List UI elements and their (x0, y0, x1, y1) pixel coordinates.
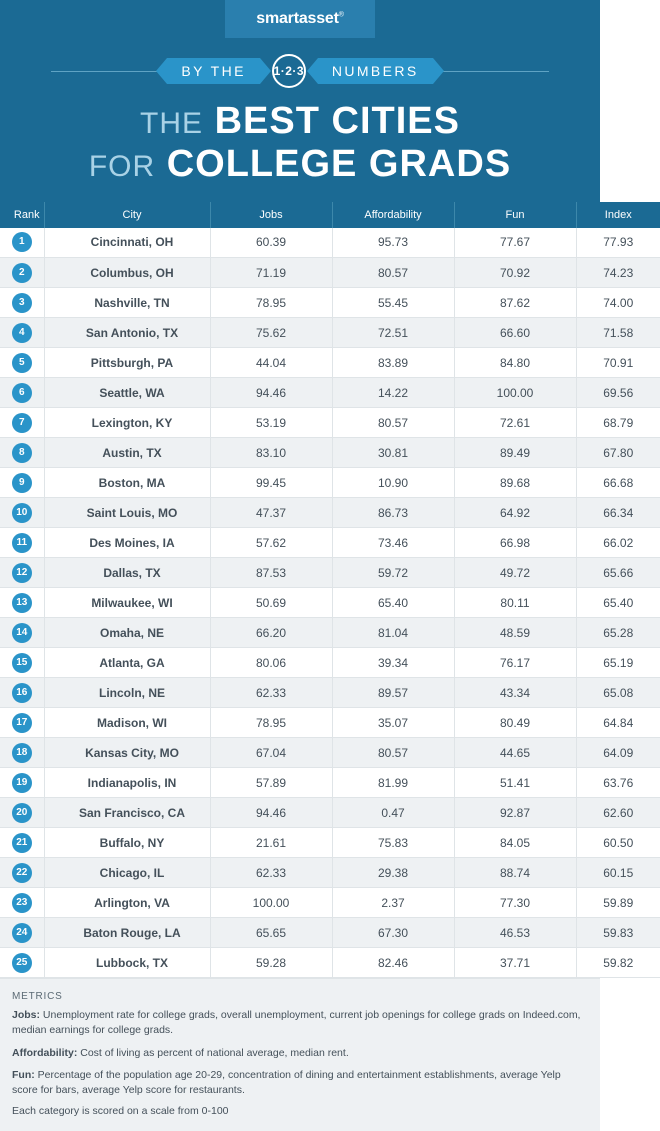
cell-affordability: 0.47 (332, 798, 454, 828)
table-row (0, 738, 660, 768)
rank-badge: 11 (12, 533, 32, 553)
ribbon-left-banner (167, 58, 259, 84)
cell-fun: 66.98 (454, 528, 576, 558)
rank-badge: 3 (12, 293, 32, 313)
table-row (0, 558, 660, 588)
cell-index: 62.60 (576, 798, 660, 828)
header (0, 0, 600, 202)
rank-badge: 4 (12, 323, 32, 343)
rank-badge: 2 (12, 263, 32, 283)
cell-index: 59.89 (576, 888, 660, 918)
rank-badge: 25 (12, 953, 32, 973)
cell-rank (0, 858, 44, 888)
cell-fun: 76.17 (454, 648, 576, 678)
cell-affordability: 82.46 (332, 948, 454, 978)
rank-badge: 22 (12, 863, 32, 883)
cell-rank (0, 828, 44, 858)
cell-jobs: 57.62 (210, 528, 332, 558)
cell-jobs: 21.61 (210, 828, 332, 858)
rank-badge: 19 (12, 773, 32, 793)
cell-fun: 48.59 (454, 618, 576, 648)
cell-rank (0, 378, 44, 408)
cell-city: Des Moines, IA (44, 528, 210, 558)
rank-badge: 10 (12, 503, 32, 523)
cell-affordability: 35.07 (332, 708, 454, 738)
cell-fun: 66.60 (454, 318, 576, 348)
rank-badge: 15 (12, 653, 32, 673)
cell-city: Cincinnati, OH (44, 228, 210, 258)
cell-city: Baton Rouge, LA (44, 918, 210, 948)
cell-affordability: 89.57 (332, 678, 454, 708)
cell-affordability: 81.99 (332, 768, 454, 798)
column-header-city[interactable]: City (44, 202, 210, 228)
cell-affordability: 80.57 (332, 738, 454, 768)
cell-jobs: 75.62 (210, 318, 332, 348)
cell-index: 66.34 (576, 498, 660, 528)
cell-rank (0, 798, 44, 828)
cell-rank (0, 948, 44, 978)
cell-rank (0, 588, 44, 618)
cell-fun: 80.11 (454, 588, 576, 618)
cell-city: Indianapolis, IN (44, 768, 210, 798)
by-the-numbers-ribbon (0, 54, 600, 88)
metric-fun (12, 1068, 588, 1098)
cell-rank (0, 318, 44, 348)
cell-jobs: 83.10 (210, 438, 332, 468)
cell-affordability: 75.83 (332, 828, 454, 858)
cell-jobs: 62.33 (210, 678, 332, 708)
title-line-1 (0, 102, 600, 142)
table-row (0, 768, 660, 798)
table-row (0, 918, 660, 948)
rule-left (51, 71, 161, 72)
cell-rank (0, 498, 44, 528)
cell-rank (0, 228, 44, 258)
cell-affordability: 65.40 (332, 588, 454, 618)
cell-index: 65.28 (576, 618, 660, 648)
cell-jobs: 65.65 (210, 918, 332, 948)
table-row (0, 888, 660, 918)
cell-city: Omaha, NE (44, 618, 210, 648)
rank-badge: 5 (12, 353, 32, 373)
cell-city: Pittsburgh, PA (44, 348, 210, 378)
logo-bar (0, 0, 600, 38)
table-row (0, 438, 660, 468)
cell-affordability: 83.89 (332, 348, 454, 378)
cell-fun: 43.34 (454, 678, 576, 708)
brand-logo-text: smartasset® (256, 10, 344, 27)
cell-jobs: 78.95 (210, 708, 332, 738)
cell-fun: 44.65 (454, 738, 576, 768)
cell-city: San Antonio, TX (44, 318, 210, 348)
cell-affordability: 14.22 (332, 378, 454, 408)
metric-affordability-label: Affordability: (12, 1046, 78, 1059)
title-word-college-grads: COLLEGE GRADS (166, 142, 512, 185)
cell-rank (0, 738, 44, 768)
cell-affordability: 10.90 (332, 468, 454, 498)
cell-rank (0, 678, 44, 708)
cell-jobs: 94.46 (210, 798, 332, 828)
rank-badge: 17 (12, 713, 32, 733)
table-row (0, 618, 660, 648)
cell-fun: 77.30 (454, 888, 576, 918)
ribbon-right-text: NUMBERS (331, 63, 419, 79)
cell-jobs: 44.04 (210, 348, 332, 378)
cell-rank (0, 648, 44, 678)
cell-rank (0, 348, 44, 378)
table-row (0, 798, 660, 828)
cell-affordability: 95.73 (332, 228, 454, 258)
table-row (0, 318, 660, 348)
table-header (0, 202, 660, 228)
cell-city: Lexington, KY (44, 408, 210, 438)
cell-index: 71.58 (576, 318, 660, 348)
table-row (0, 408, 660, 438)
table-header-row (0, 202, 660, 228)
page-title (0, 102, 600, 186)
cell-affordability: 81.04 (332, 618, 454, 648)
cell-fun: 84.05 (454, 828, 576, 858)
cell-index: 64.84 (576, 708, 660, 738)
cell-fun: 100.00 (454, 378, 576, 408)
cell-rank (0, 258, 44, 288)
title-word-best-cities: BEST CITIES (214, 100, 460, 142)
metric-jobs-text: Unemployment rate for college grads, overall unemployment, current job openings for college grads on Indeed.com, median earnings for college grads. (12, 1009, 581, 1037)
cell-index: 66.02 (576, 528, 660, 558)
cell-jobs: 66.20 (210, 618, 332, 648)
table-row (0, 468, 660, 498)
cell-fun: 92.87 (454, 798, 576, 828)
cell-affordability: 80.57 (332, 258, 454, 288)
cell-city: Milwaukee, WI (44, 588, 210, 618)
cell-city: Boston, MA (44, 468, 210, 498)
column-header-jobs[interactable]: Jobs (210, 202, 332, 228)
cell-city: Seattle, WA (44, 378, 210, 408)
table-row (0, 228, 660, 258)
cell-city: San Francisco, CA (44, 798, 210, 828)
table-row (0, 708, 660, 738)
cell-fun: 64.92 (454, 498, 576, 528)
cell-city: Madison, WI (44, 708, 210, 738)
cell-index: 59.83 (576, 918, 660, 948)
table-row (0, 588, 660, 618)
cell-fun: 88.74 (454, 858, 576, 888)
cell-affordability: 67.30 (332, 918, 454, 948)
metrics-title: METRICS (12, 991, 63, 1003)
cell-jobs: 78.95 (210, 288, 332, 318)
ranking-table (0, 202, 660, 979)
cell-fun: 87.62 (454, 288, 576, 318)
cell-index: 63.76 (576, 768, 660, 798)
cell-fun: 80.49 (454, 708, 576, 738)
cell-rank (0, 528, 44, 558)
metric-jobs (12, 1008, 588, 1038)
cell-jobs: 80.06 (210, 648, 332, 678)
column-header-fun[interactable]: Fun (454, 202, 576, 228)
metric-fun-label: Fun: (12, 1068, 35, 1081)
cell-index: 74.00 (576, 288, 660, 318)
cell-city: Buffalo, NY (44, 828, 210, 858)
trademark-symbol: ® (338, 11, 344, 19)
table-row (0, 948, 660, 978)
cell-rank (0, 438, 44, 468)
cell-index: 64.09 (576, 738, 660, 768)
cell-city: Lubbock, TX (44, 948, 210, 978)
cell-jobs: 59.28 (210, 948, 332, 978)
table-body (0, 228, 660, 978)
metric-affordability-text: Cost of living as percent of national average, median rent. (77, 1046, 349, 1059)
rank-badge: 1 (12, 232, 32, 252)
rank-badge: 13 (12, 593, 32, 613)
title-word-for: FOR (88, 149, 156, 183)
column-header-index[interactable]: Index (576, 202, 660, 228)
cell-index: 65.19 (576, 648, 660, 678)
cell-index: 65.66 (576, 558, 660, 588)
cell-city: Nashville, TN (44, 288, 210, 318)
cell-jobs: 62.33 (210, 858, 332, 888)
cell-rank (0, 288, 44, 318)
ribbon-right-banner (318, 58, 433, 84)
column-header-affordability[interactable]: Affordability (332, 202, 454, 228)
cell-affordability: 55.45 (332, 288, 454, 318)
cell-index: 60.50 (576, 828, 660, 858)
rank-badge: 8 (12, 443, 32, 463)
cell-jobs: 71.19 (210, 258, 332, 288)
cell-rank (0, 618, 44, 648)
rank-badge: 24 (12, 923, 32, 943)
table-row (0, 648, 660, 678)
cell-affordability: 29.38 (332, 858, 454, 888)
rank-badge: 23 (12, 893, 32, 913)
cell-affordability: 30.81 (332, 438, 454, 468)
cell-city: Kansas City, MO (44, 738, 210, 768)
table-row (0, 348, 660, 378)
rule-right (439, 71, 549, 72)
cell-affordability: 86.73 (332, 498, 454, 528)
cell-city: Dallas, TX (44, 558, 210, 588)
cell-index: 59.82 (576, 948, 660, 978)
cell-affordability: 59.72 (332, 558, 454, 588)
cell-affordability: 73.46 (332, 528, 454, 558)
rank-badge: 7 (12, 413, 32, 433)
cell-index: 60.15 (576, 858, 660, 888)
table-row (0, 378, 660, 408)
table-row (0, 528, 660, 558)
cell-index: 65.08 (576, 678, 660, 708)
cell-affordability: 2.37 (332, 888, 454, 918)
rank-badge: 14 (12, 623, 32, 643)
rank-badge: 20 (12, 803, 32, 823)
numbers-circle-badge: 1·2·3 (272, 54, 306, 88)
ribbon-left-text: BY THE (181, 63, 246, 79)
cell-index: 65.40 (576, 588, 660, 618)
cell-affordability: 80.57 (332, 408, 454, 438)
cell-affordability: 39.34 (332, 648, 454, 678)
cell-index: 77.93 (576, 228, 660, 258)
metrics-section (0, 978, 600, 1131)
cell-index: 68.79 (576, 408, 660, 438)
column-header-rank[interactable]: Rank (0, 202, 44, 228)
cell-city: Atlanta, GA (44, 648, 210, 678)
cell-city: Saint Louis, MO (44, 498, 210, 528)
table-row (0, 858, 660, 888)
rank-badge: 21 (12, 833, 32, 853)
cell-fun: 51.41 (454, 768, 576, 798)
cell-rank (0, 768, 44, 798)
cell-jobs: 67.04 (210, 738, 332, 768)
cell-jobs: 94.46 (210, 378, 332, 408)
cell-city: Chicago, IL (44, 858, 210, 888)
cell-jobs: 99.45 (210, 468, 332, 498)
cell-fun: 72.61 (454, 408, 576, 438)
cell-city: Lincoln, NE (44, 678, 210, 708)
table-row (0, 678, 660, 708)
metric-jobs-label: Jobs: (12, 1009, 41, 1022)
metric-fun-text: Percentage of the population age 20-29, concentration of dining and entertainment establishments, average Yelp score for bars, average Yelp score for restaurants. (12, 1068, 561, 1097)
cell-fun: 89.68 (454, 468, 576, 498)
cell-jobs: 100.00 (210, 888, 332, 918)
cell-index: 67.80 (576, 438, 660, 468)
metrics-note: Each category is scored on a scale from 0-100 (12, 1105, 229, 1118)
rank-badge: 9 (12, 473, 32, 493)
cell-jobs: 53.19 (210, 408, 332, 438)
title-line-2 (0, 144, 600, 186)
cell-city: Columbus, OH (44, 258, 210, 288)
cell-fun: 70.92 (454, 258, 576, 288)
cell-index: 70.91 (576, 348, 660, 378)
cell-jobs: 60.39 (210, 228, 332, 258)
table-row (0, 288, 660, 318)
cell-rank (0, 468, 44, 498)
brand-logo[interactable] (225, 0, 375, 38)
rank-badge: 16 (12, 683, 32, 703)
cell-rank (0, 408, 44, 438)
table-row (0, 498, 660, 528)
cell-fun: 77.67 (454, 228, 576, 258)
title-word-the: THE (140, 107, 204, 140)
cell-city: Arlington, VA (44, 888, 210, 918)
cell-jobs: 87.53 (210, 558, 332, 588)
metric-affordability (12, 1046, 588, 1061)
cell-fun: 89.49 (454, 438, 576, 468)
rank-badge: 12 (12, 563, 32, 583)
cell-fun: 84.80 (454, 348, 576, 378)
rank-badge: 18 (12, 743, 32, 763)
cell-fun: 49.72 (454, 558, 576, 588)
table-row (0, 258, 660, 288)
cell-fun: 37.71 (454, 948, 576, 978)
cell-rank (0, 918, 44, 948)
cell-rank (0, 558, 44, 588)
cell-rank (0, 888, 44, 918)
cell-jobs: 50.69 (210, 588, 332, 618)
cell-rank (0, 708, 44, 738)
cell-fun: 46.53 (454, 918, 576, 948)
cell-index: 74.23 (576, 258, 660, 288)
cell-city: Austin, TX (44, 438, 210, 468)
rank-badge: 6 (12, 383, 32, 403)
cell-index: 69.56 (576, 378, 660, 408)
cell-index: 66.68 (576, 468, 660, 498)
table-row (0, 828, 660, 858)
cell-affordability: 72.51 (332, 318, 454, 348)
cell-jobs: 47.37 (210, 498, 332, 528)
cell-jobs: 57.89 (210, 768, 332, 798)
